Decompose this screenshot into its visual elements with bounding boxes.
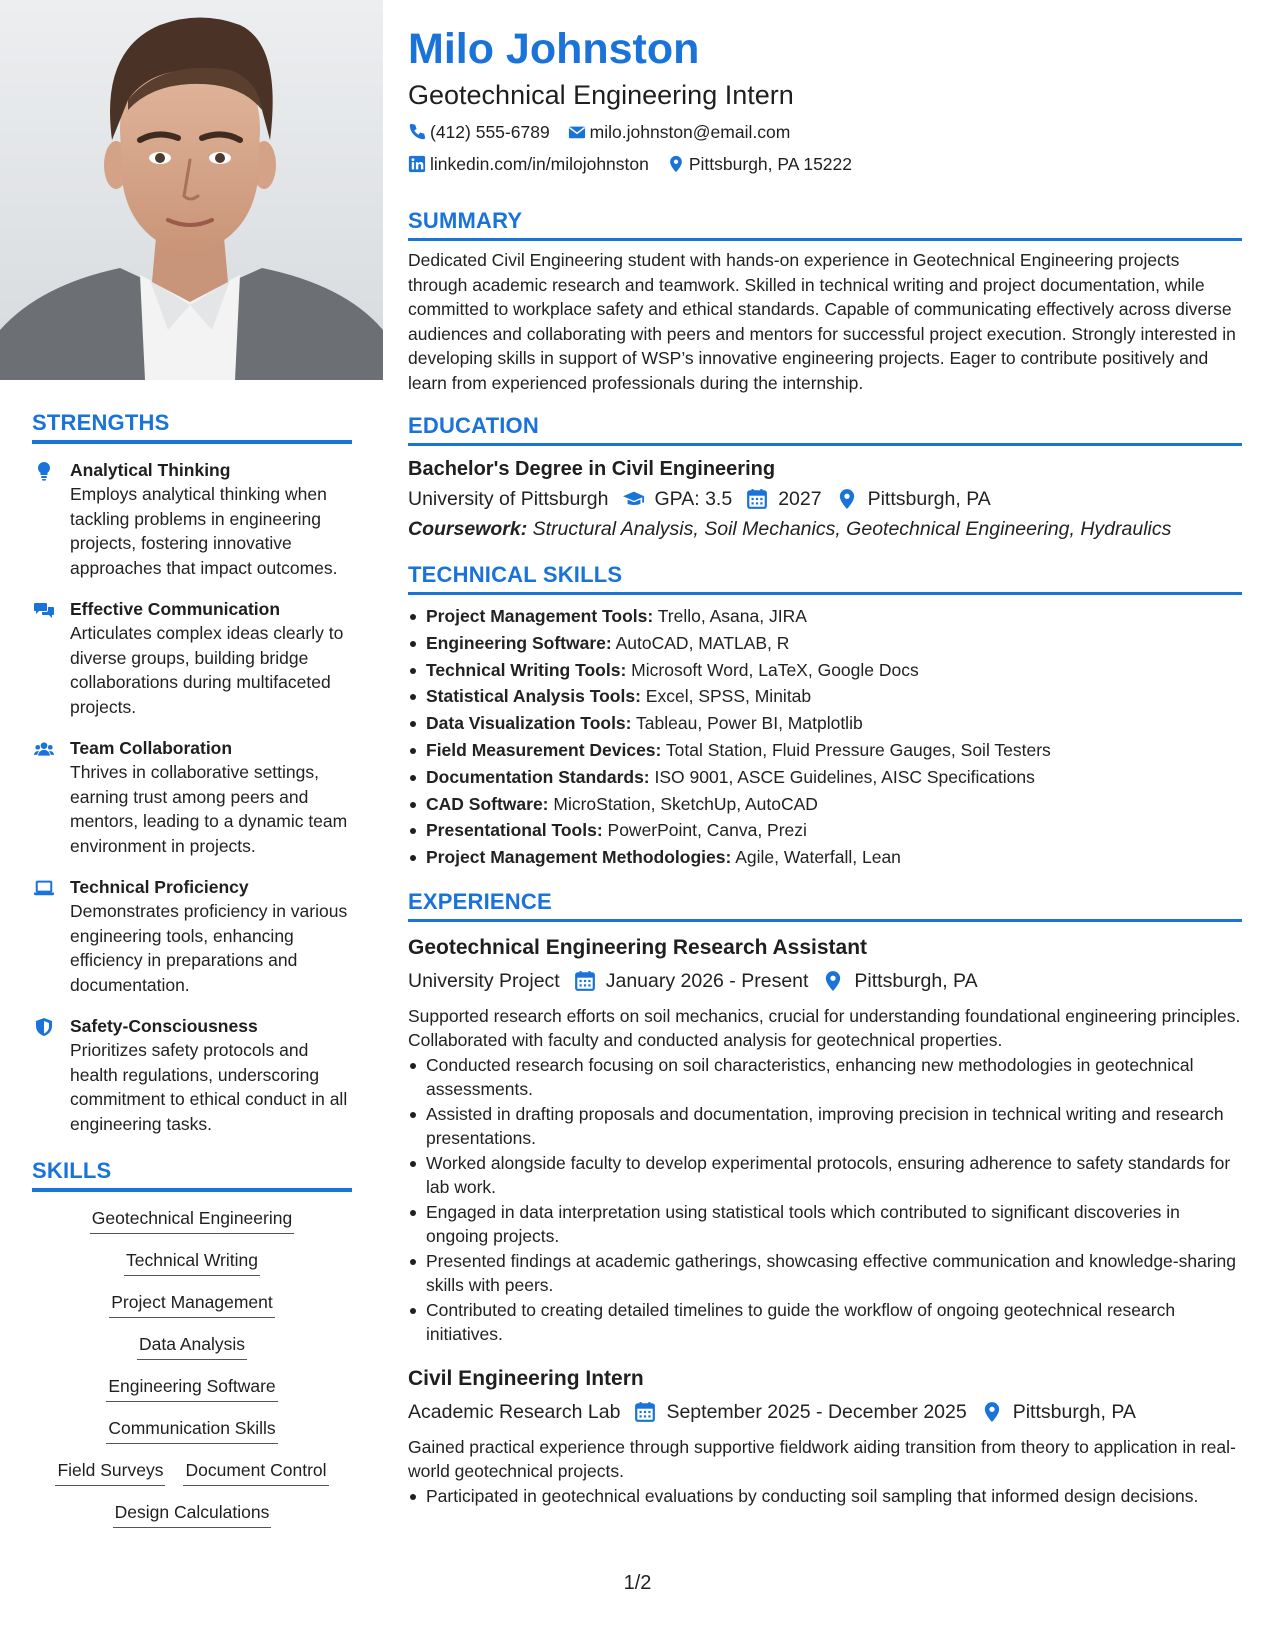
job-dates: [634, 1397, 966, 1427]
map-pin-icon: [667, 155, 685, 173]
experience-section: [408, 889, 1242, 1509]
job-bullets: [408, 1484, 1242, 1509]
profile-photo: [0, 0, 383, 380]
strength-title: Safety-Consciousness: [70, 1016, 258, 1036]
location-contact: [667, 152, 852, 176]
list-item: Presented findings at academic gatherings, showcasing effective communication and knowledge-sharing skills with peers.: [408, 1249, 1242, 1298]
strength-item: [32, 875, 352, 997]
list-item: Contributed to creating detailed timelines to guide the workflow of ongoing geotechnical research initiatives.: [408, 1298, 1242, 1347]
chat-bubbles-icon: [34, 600, 54, 620]
year-text: 2027: [778, 488, 822, 510]
job-meta: [408, 966, 1242, 996]
contact-row-1: [408, 120, 1242, 144]
map-pin-icon: [822, 970, 844, 992]
skill-tag: Communication Skills: [106, 1416, 277, 1444]
skill-tag: Document Control: [183, 1458, 328, 1486]
skill-tag: Data Analysis: [137, 1332, 247, 1360]
candidate-name: Milo Johnston: [408, 25, 700, 73]
experience-heading: EXPERIENCE: [408, 889, 1242, 922]
shield-icon: [34, 1017, 54, 1037]
list-item: Worked alongside faculty to develop experimental protocols, ensuring adherence to safety standards for lab work.: [408, 1151, 1242, 1200]
skill-value: Trello, Asana, JIRA: [657, 606, 807, 626]
strength-item: [32, 458, 352, 580]
map-pin-icon: [981, 1401, 1003, 1423]
linkedin-icon: [408, 155, 426, 173]
strength-item: [32, 1014, 352, 1136]
graduation-cap-icon: [623, 488, 645, 510]
job-summary: Gained practical experience through supportive fieldwork aiding transition from theory to application in real-world geotechnical projects.: [408, 1436, 1236, 1482]
job-dates: [574, 966, 809, 996]
email-text: milo.johnston@email.com: [589, 122, 791, 142]
skill-label: CAD Software:: [426, 793, 549, 814]
gpa-text: GPA: 3.5: [654, 488, 733, 510]
skill-tag: Design Calculations: [113, 1500, 272, 1528]
skill-label: Technical Writing Tools:: [426, 659, 627, 680]
laptop-icon: [34, 878, 54, 898]
list-item: Participated in geotechnical evaluations by conducting soil sampling that informed design decisions.: [408, 1484, 1242, 1509]
coursework-list: Structural Analysis, Soil Mechanics, Geotechnical Engineering, Hydraulics: [532, 518, 1172, 540]
job-location-text: Pittsburgh, PA: [1012, 1400, 1136, 1423]
strength-item: [32, 597, 352, 719]
strength-title: Analytical Thinking: [70, 460, 231, 480]
strengths-list: [32, 458, 352, 1136]
list-item: [408, 630, 1242, 657]
technical-skills-heading: TECHNICAL SKILLS: [408, 562, 1242, 595]
skills-section: [32, 1158, 352, 1528]
skill-value: AutoCAD, MATLAB, R: [615, 632, 790, 653]
lightbulb-icon: [34, 461, 54, 481]
portrait-illustration: [0, 0, 383, 380]
skill-label: Statistical Analysis Tools:: [426, 686, 641, 707]
skill-value: PowerPoint, Canva, Prezi: [607, 820, 807, 841]
skills-heading: SKILLS: [32, 1158, 352, 1192]
calendar-icon: [634, 1401, 656, 1423]
skill-tag: Field Surveys: [55, 1458, 165, 1486]
strength-title: Team Collaboration: [70, 738, 233, 758]
left-column: [32, 410, 352, 1542]
skill-tag: Geotechnical Engineering: [90, 1206, 294, 1234]
users-icon: [34, 739, 54, 759]
skill-tag: Technical Writing: [124, 1248, 260, 1276]
skill-label: Data Visualization Tools:: [426, 713, 632, 734]
strength-item: [32, 736, 352, 858]
map-pin-icon: [836, 488, 858, 510]
degree-title: Bachelor's Degree in Civil Engineering: [408, 458, 776, 480]
list-item: [408, 764, 1242, 791]
phone-contact[interactable]: [408, 120, 550, 144]
list-item: [408, 817, 1242, 844]
skill-label: Project Management Methodologies:: [426, 847, 732, 868]
grad-year: [746, 484, 821, 514]
job-org-text: Academic Research Lab: [408, 1400, 621, 1423]
skill-tag: Project Management: [109, 1290, 274, 1318]
strength-title: Technical Proficiency: [70, 877, 249, 897]
education-heading: EDUCATION: [408, 413, 1242, 446]
envelope-icon: [568, 123, 586, 141]
linkedin-text: linkedin.com/in/milojohnston: [430, 154, 649, 174]
skill-label: Presentational Tools:: [426, 820, 603, 841]
list-item: [408, 791, 1242, 818]
technical-skills-list: [408, 603, 1242, 871]
email-contact[interactable]: [568, 120, 791, 144]
job-meta: [408, 1397, 1242, 1427]
list-item: [408, 844, 1242, 871]
strength-desc: Demonstrates proficiency in various engineering tools, enhancing efficiency in preparations and documentation.: [70, 901, 348, 995]
technical-skills-section: [408, 562, 1242, 871]
list-item: [408, 683, 1242, 710]
job-dates-text: January 2026 - Present: [605, 969, 809, 992]
job-entry: [408, 934, 1242, 1347]
coursework: [408, 514, 1242, 544]
education-location-text: Pittsburgh, PA: [867, 488, 991, 510]
skill-tag: Engineering Software: [106, 1374, 277, 1402]
job-title: Civil Engineering Intern: [408, 1366, 644, 1390]
phone-text: (412) 555-6789: [430, 122, 550, 142]
skill-label: Engineering Software:: [426, 632, 612, 653]
strength-desc: Thrives in collaborative settings, earning trust among peers and mentors, leading to a dynamic team environment in projects.: [70, 762, 348, 856]
skill-label: Documentation Standards:: [426, 766, 650, 787]
job-summary: Supported research efforts on soil mechanics, crucial for understanding foundational engineering principles. Collaborated with faculty and conducted analysis for geotechnical properties.: [408, 1005, 1241, 1051]
education-section: [408, 413, 1242, 544]
summary-heading: SUMMARY: [408, 208, 1242, 241]
coursework-label: Coursework:: [408, 518, 528, 540]
job-org: [408, 966, 560, 996]
education-meta: [408, 484, 1242, 514]
location-text: Pittsburgh, PA 15222: [688, 154, 852, 174]
job-location: [981, 1397, 1136, 1427]
skill-value: Agile, Waterfall, Lean: [735, 847, 901, 868]
job-org-text: University Project: [408, 969, 560, 992]
summary-text: Dedicated Civil Engineering student with hands-on experience in Geotechnical Engineering projects through academic research and teamwork. Skilled in technical writing and project documentation, while committed to workplace safety and ethical standards. Capable of communicating effectively across diverse audiences and collaborating with peers and mentors for successful project execution. Strongly interested in developing skills in support of WSP’s innovative engineering projects. Eager to contribute positively and learn from experienced professionals during the internship.: [408, 250, 1236, 393]
list-item: [408, 737, 1242, 764]
gpa: [623, 484, 733, 514]
skill-value: Excel, SPSS, Minitab: [645, 686, 812, 707]
skill-label: Project Management Tools:: [426, 606, 654, 626]
job-dates-text: September 2025 - December 2025: [666, 1400, 967, 1423]
list-item: [408, 603, 1242, 630]
skill-value: Microsoft Word, LaTeX, Google Docs: [631, 659, 919, 680]
calendar-icon: [574, 970, 596, 992]
school-name: University of Pittsburgh: [408, 488, 609, 510]
skill-tags: [32, 1206, 352, 1528]
skill-value: Total Station, Fluid Pressure Gauges, Soil Testers: [665, 739, 1051, 760]
list-item: [408, 657, 1242, 684]
job-bullets: [408, 1053, 1242, 1347]
list-item: Conducted research focusing on soil characteristics, enhancing new methodologies in geotechnical assessments.: [408, 1053, 1242, 1102]
list-item: [408, 710, 1242, 737]
calendar-icon: [746, 488, 768, 510]
school: [408, 484, 609, 514]
phone-icon: [408, 123, 426, 141]
job-location: [822, 966, 977, 996]
page-number: 1/2: [623, 1572, 652, 1594]
strengths-heading: STRENGTHS: [32, 410, 352, 444]
skill-value: MicroStation, SketchUp, AutoCAD: [553, 793, 818, 814]
job-location-text: Pittsburgh, PA: [854, 969, 978, 992]
job-entry: [408, 1365, 1242, 1509]
contact-row-2: [408, 152, 1242, 176]
list-item: Engaged in data interpretation using statistical tools which contributed to significant discoveries in ongoing projects.: [408, 1200, 1242, 1249]
job-org: [408, 1397, 620, 1427]
skill-label: Field Measurement Devices:: [426, 739, 662, 760]
job-title: Geotechnical Engineering Research Assistant: [408, 935, 868, 959]
strength-desc: Prioritizes safety protocols and health regulations, underscoring commitment to ethical conduct in all engineering tasks.: [70, 1040, 348, 1134]
strength-desc: Articulates complex ideas clearly to diverse groups, building bridge collaborations during multifaceted projects.: [70, 623, 344, 717]
right-column: [408, 22, 1242, 1508]
candidate-role: Geotechnical Engineering Intern: [408, 80, 794, 110]
education-location: [836, 484, 991, 514]
strength-desc: Employs analytical thinking when tackling problems in engineering projects, fostering innovative approaches that impact outcomes.: [70, 484, 338, 578]
linkedin-contact[interactable]: [408, 152, 649, 176]
strength-title: Effective Communication: [70, 599, 281, 619]
skill-value: ISO 9001, ASCE Guidelines, AISC Specifications: [654, 766, 1035, 787]
skill-value: Tableau, Power BI, Matplotlib: [636, 713, 863, 734]
list-item: Assisted in drafting proposals and documentation, improving precision in technical writing and research presentations.: [408, 1102, 1242, 1151]
summary-section: [408, 208, 1242, 395]
